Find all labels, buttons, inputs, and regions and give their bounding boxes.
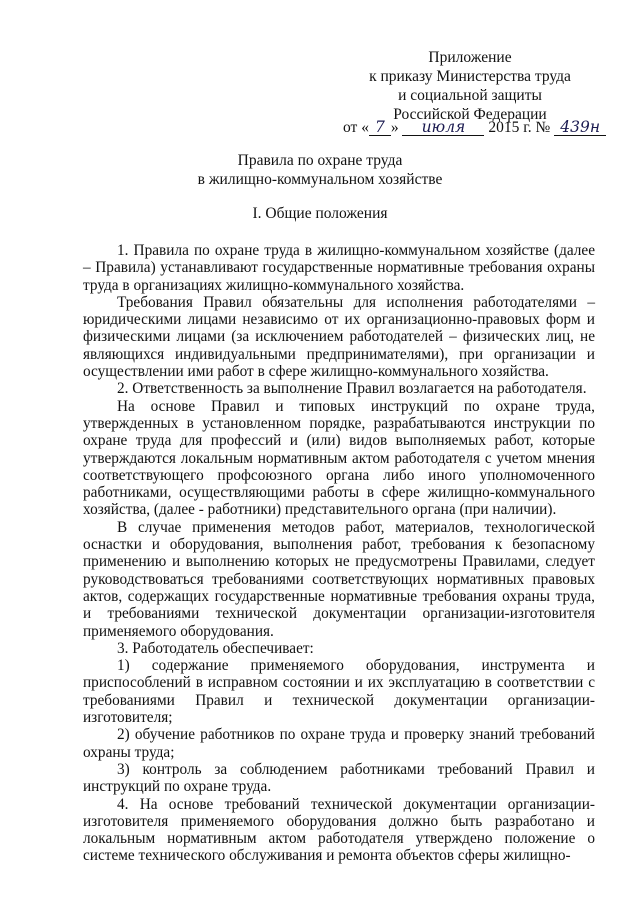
title-line-2: в жилищно-коммунальном хозяйстве <box>197 171 443 188</box>
date-mid: » <box>390 119 399 136</box>
paragraph: Требования Правил обязательны для исполнения работодателями – юридическими лицами независимо от их организационно-правовых форм и физическими лицами (за исключением работодателей – физических лиц, не являющихся индивидуальными предпринимателями), при организации и осуществлении ими работ в сфере жилищно-коммунального хозяйства. <box>83 293 595 381</box>
date-day: 7 <box>369 119 391 136</box>
header-line: к приказу Министерства труда <box>369 68 571 85</box>
paragraph: 3) контроль за соблюдением работниками требований Правил и инструкций по охране труда. <box>83 760 595 796</box>
section-heading: I. Общие положения <box>252 205 388 222</box>
document-body <box>83 242 595 865</box>
header-line: Российской Федерации <box>393 106 547 123</box>
paragraph: 1) содержание применяемого оборудования, инструмента и приспособлений в исправном состоянии и их эксплуатацию в соответствии с требованиями Правил и технической документации организации-изготовителя; <box>83 657 595 727</box>
order-number: 439н <box>554 119 606 136</box>
paragraph: 1. Правила по охране труда в жилищно-коммунальном хозяйстве (далее – Правила) устанавливают государственные нормативные требования охраны труда в организациях жилищно-коммунального хозяйства. <box>83 242 595 294</box>
paragraph: 3. Работодатель обеспечивает: <box>117 639 314 657</box>
date-prefix: от « <box>343 119 369 136</box>
paragraph: В случае применения методов работ, материалов, технологической оснастки и оборудования, выполнения работ, требования к безопасному применению и выполнению которых не предусмотрены Правилами, следует руководствоваться требованиями соответствующих нормативных правовых актов, содержащих государственные нормативные требования охраны труда, и требованиями технической документации организации-изготовителя применяемого оборудования. <box>83 518 595 640</box>
header-line: Приложение <box>428 49 512 66</box>
document-title <box>0 151 640 189</box>
paragraph: 4. На основе требований технической документации организации-изготовителя применяемого оборудования должно быть разработано и локальным нормативным актом работодателя утверждено положение о системе технического обслуживания и ремонта объектов сферы жилищно- <box>83 795 595 865</box>
title-line-1: Правила по охране труда <box>237 152 403 169</box>
paragraph: 2) обучение работников по охране труда и проверку знаний требований охраны труда; <box>83 726 595 761</box>
date-month: июля <box>402 119 484 136</box>
approval-header <box>330 48 610 124</box>
paragraph: 2. Ответственность за выполнение Правил возлагается на работодателя. <box>117 380 587 398</box>
date-year: 2015 г. № <box>488 119 551 136</box>
order-date-line <box>343 119 623 137</box>
header-line: и социальной защиты <box>398 87 542 104</box>
paragraph: На основе Правил и типовых инструкций по охране труда, утвержденных в установленном порядке, разрабатываются инструкции по охране труда для профессий и (или) видов выполняемых работ, которые утверждаются локальным нормативным актом работодателя с учетом мнения соответствующего профсоюзного органа либо иного уполномоченного работниками, осуществляющими работы в сфере жилищно-коммунального хозяйства, (далее - работники) представительного органа (при наличии). <box>83 397 595 519</box>
